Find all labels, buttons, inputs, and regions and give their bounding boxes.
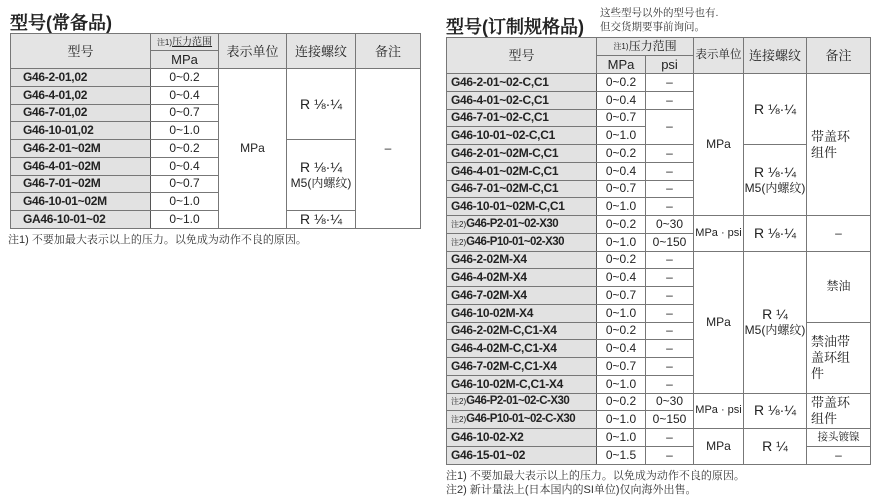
display-unit: MPa bbox=[694, 74, 744, 216]
standard-models-table bbox=[10, 33, 421, 229]
connection-thread bbox=[287, 69, 356, 140]
model-name: G46-2-01~02M-C,C1 bbox=[451, 145, 559, 160]
model-name: G46-P2-01~02-X30 bbox=[466, 217, 559, 230]
pressure-mpa: 0~0.7 bbox=[597, 109, 646, 127]
model-cell bbox=[11, 140, 151, 158]
pressure-mpa: 0~0.4 bbox=[597, 91, 646, 109]
pressure-psi: – bbox=[646, 446, 694, 464]
model-cell bbox=[447, 162, 597, 180]
connection-thread bbox=[744, 251, 807, 393]
remarks: 禁油带盖环组件 bbox=[807, 322, 871, 393]
connection-thread bbox=[744, 429, 807, 465]
model-cell bbox=[11, 104, 151, 122]
pressure-psi: – bbox=[646, 251, 694, 269]
display-unit: MPa bbox=[694, 251, 744, 393]
model-cell bbox=[447, 287, 597, 305]
table-row bbox=[447, 446, 871, 464]
model-name: G46-2-01,02 bbox=[23, 69, 88, 84]
thread-size: R ⅛·¼ bbox=[754, 402, 797, 419]
pressure-psi: 0~30 bbox=[646, 216, 694, 234]
thread-size: R ⅛·¼ bbox=[299, 210, 342, 227]
model-cell bbox=[447, 74, 597, 92]
pressure-mpa: 0~0.2 bbox=[597, 322, 646, 340]
model-name: G46-2-01~02-C,C1 bbox=[451, 74, 549, 89]
pressure-mpa: 0~0.7 bbox=[597, 180, 646, 198]
pressure-mpa: 0~0.4 bbox=[597, 162, 646, 180]
thread-alt: M5(内螺纹) bbox=[744, 180, 806, 195]
model-name: G46-10-01~02-C,C1 bbox=[451, 128, 555, 143]
pressure-mpa: 0~0.4 bbox=[151, 86, 219, 104]
model-cell bbox=[11, 69, 151, 87]
model-name: G46-P2-01~02-C-X30 bbox=[466, 395, 570, 408]
model-name: G46-7-01~02M-C,C1 bbox=[451, 181, 559, 196]
pressure-mpa: 0~1.0 bbox=[151, 211, 219, 229]
pressure-psi: – bbox=[646, 340, 694, 358]
note-mark: 注2) bbox=[451, 397, 467, 407]
remarks: 接头镀镍 bbox=[807, 429, 871, 447]
custom-models-block bbox=[446, 37, 871, 497]
table-row bbox=[447, 251, 871, 269]
remarks: – bbox=[807, 216, 871, 252]
thread-size: R ¼ bbox=[762, 437, 788, 454]
remarks: 带盖环组件 bbox=[807, 74, 871, 216]
pressure-psi: – bbox=[646, 198, 694, 216]
thread-size: R ⅛·¼ bbox=[754, 100, 797, 117]
model-cell bbox=[447, 446, 597, 464]
table-row bbox=[447, 393, 871, 411]
pressure-mpa: 0~0.7 bbox=[151, 175, 219, 193]
model-name: G46-2-02M-C,C1-X4 bbox=[451, 323, 557, 338]
pressure-mpa: 0~0.2 bbox=[597, 74, 646, 92]
table-row bbox=[447, 74, 871, 92]
model-name: G46-10-01~02M-C,C1 bbox=[451, 199, 565, 214]
model-cell bbox=[447, 216, 597, 234]
custom-models-subtitle: 这些型号以外的型号也有. 但交货期要事前询问。 bbox=[600, 7, 719, 33]
model-cell bbox=[447, 269, 597, 287]
pressure-mpa: 0~1.5 bbox=[597, 446, 646, 464]
header-pressure: $^{注1)}$压力范围 bbox=[597, 38, 694, 56]
pressure-mpa: 0~1.0 bbox=[597, 375, 646, 393]
model-cell bbox=[447, 233, 597, 251]
model-name: G46-7-01,02 bbox=[23, 105, 88, 120]
model-name: G46-10-01,02 bbox=[23, 123, 94, 138]
model-cell bbox=[447, 127, 597, 145]
thread-size: R ⅛·¼ bbox=[754, 224, 797, 241]
model-cell bbox=[447, 145, 597, 163]
pressure-psi: – bbox=[646, 304, 694, 322]
standard-models-block bbox=[10, 33, 421, 247]
pressure-psi: 0~150 bbox=[646, 233, 694, 251]
display-unit: MPa bbox=[219, 69, 287, 229]
connection-thread bbox=[287, 140, 356, 211]
pressure-psi: – bbox=[646, 375, 694, 393]
pressure-mpa: 0~1.0 bbox=[597, 411, 646, 429]
model-name: G46-4-01~02M-C,C1 bbox=[451, 163, 559, 178]
pressure-mpa: 0~1.0 bbox=[597, 233, 646, 251]
model-name: G46-P10-01~02-C-X30 bbox=[466, 413, 576, 426]
model-name: G46-7-02M-C,C1-X4 bbox=[451, 358, 557, 373]
pressure-psi: 0~150 bbox=[646, 411, 694, 429]
remarks: 带盖环组件 bbox=[807, 393, 871, 429]
pressure-mpa: 0~1.0 bbox=[151, 193, 219, 211]
footnote-1: 注1) 不要加最大表示以上的压力。以免成为动作不良的原因。 bbox=[446, 469, 745, 482]
model-cell bbox=[11, 122, 151, 140]
model-name: G46-7-02M-X4 bbox=[451, 287, 527, 302]
table-row bbox=[447, 322, 871, 340]
thread-size: R ⅛·¼ bbox=[754, 163, 797, 180]
connection-thread bbox=[744, 145, 807, 216]
model-name: G46-P10-01~02-X30 bbox=[466, 235, 565, 248]
remarks: – bbox=[807, 446, 871, 464]
model-cell bbox=[447, 198, 597, 216]
custom-models-table bbox=[446, 37, 871, 465]
model-cell bbox=[11, 175, 151, 193]
model-name: G46-2-02M-X4 bbox=[451, 252, 527, 267]
pressure-mpa: 0~0.2 bbox=[597, 251, 646, 269]
pressure-psi: – bbox=[646, 109, 694, 145]
pressure-mpa: 0~0.4 bbox=[597, 340, 646, 358]
model-cell bbox=[447, 393, 597, 411]
thread-size: R ⅛·¼ bbox=[299, 95, 342, 112]
header-psi: psi bbox=[646, 56, 694, 74]
header-thread: 连接螺纹 bbox=[287, 34, 356, 69]
header-model: 型号 bbox=[11, 34, 151, 69]
table-row bbox=[11, 69, 421, 87]
model-name: G46-15-01~02 bbox=[451, 447, 526, 462]
model-cell bbox=[447, 109, 597, 127]
header-pressure: $^{注1)}$压力范围 bbox=[151, 34, 219, 51]
pressure-mpa: 0~0.4 bbox=[597, 269, 646, 287]
pressure-psi: 0~30 bbox=[646, 393, 694, 411]
model-name: G46-4-01~02-C,C1 bbox=[451, 92, 549, 107]
model-cell bbox=[11, 86, 151, 104]
model-name: G46-7-01~02M bbox=[23, 176, 101, 191]
model-cell bbox=[11, 157, 151, 175]
model-name: G46-4-02M-X4 bbox=[451, 270, 527, 285]
pressure-mpa: 0~0.2 bbox=[597, 145, 646, 163]
note-mark: 注2) bbox=[451, 237, 467, 247]
header-mpa: MPa bbox=[151, 51, 219, 69]
remarks: – bbox=[356, 69, 421, 229]
model-cell bbox=[447, 358, 597, 376]
pressure-mpa: 0~1.0 bbox=[597, 429, 646, 447]
model-cell bbox=[447, 411, 597, 429]
model-cell bbox=[447, 180, 597, 198]
pressure-psi: – bbox=[646, 358, 694, 376]
model-cell bbox=[447, 375, 597, 393]
model-cell bbox=[447, 91, 597, 109]
model-cell bbox=[447, 322, 597, 340]
remarks: 禁油 bbox=[807, 251, 871, 322]
model-name: G46-10-02M-C,C1-X4 bbox=[451, 376, 563, 391]
pressure-mpa: 0~0.2 bbox=[597, 216, 646, 234]
model-cell bbox=[447, 429, 597, 447]
model-name: GA46-10-01~02 bbox=[23, 211, 106, 226]
pressure-psi: – bbox=[646, 429, 694, 447]
thread-alt: M5(内螺纹) bbox=[290, 175, 352, 190]
pressure-mpa: 0~0.7 bbox=[597, 287, 646, 305]
header-thread: 连接螺纹 bbox=[744, 38, 807, 74]
footnote-1: 注1) 不要加最大表示以上的压力。以免成为动作不良的原因。 bbox=[8, 233, 307, 246]
connection-thread bbox=[744, 74, 807, 145]
standard-models-title: 型号(常备品) bbox=[10, 13, 112, 33]
connection-thread bbox=[744, 393, 807, 429]
table-row bbox=[447, 429, 871, 447]
thread-alt: M5(内螺纹) bbox=[744, 322, 806, 337]
pressure-psi: – bbox=[646, 145, 694, 163]
display-unit: MPa · psi bbox=[694, 216, 744, 252]
thread-size: R ¼ bbox=[762, 305, 788, 322]
connection-thread bbox=[744, 216, 807, 252]
table-row bbox=[447, 216, 871, 234]
pressure-psi: – bbox=[646, 74, 694, 92]
model-name: G46-10-02-X2 bbox=[451, 429, 524, 444]
pressure-mpa: 0~0.4 bbox=[151, 157, 219, 175]
header-model: 型号 bbox=[447, 38, 597, 74]
model-cell bbox=[11, 211, 151, 229]
pressure-psi: – bbox=[646, 287, 694, 305]
model-name: G46-4-01,02 bbox=[23, 87, 88, 102]
pressure-psi: – bbox=[646, 180, 694, 198]
header-note: 备注 bbox=[807, 38, 871, 74]
pressure-mpa: 0~0.2 bbox=[151, 140, 219, 158]
header-unit: 表示单位 bbox=[694, 38, 744, 74]
pressure-mpa: 0~1.0 bbox=[597, 127, 646, 145]
connection-thread bbox=[287, 211, 356, 229]
note-mark: 注2) bbox=[451, 415, 467, 425]
model-name: G46-4-02M-C,C1-X4 bbox=[451, 341, 557, 356]
custom-models-title: 型号(订制规格品) bbox=[446, 17, 584, 37]
header-unit: 表示单位 bbox=[219, 34, 287, 69]
display-unit: MPa · psi bbox=[694, 393, 744, 429]
pressure-mpa: 0~0.2 bbox=[151, 69, 219, 87]
pressure-mpa: 0~0.2 bbox=[597, 393, 646, 411]
pressure-psi: – bbox=[646, 91, 694, 109]
model-name: G46-4-01~02M bbox=[23, 158, 101, 173]
pressure-mpa: 0~0.7 bbox=[597, 358, 646, 376]
pressure-psi: – bbox=[646, 162, 694, 180]
note-mark: 注2) bbox=[451, 219, 467, 229]
model-cell bbox=[447, 251, 597, 269]
model-cell bbox=[11, 193, 151, 211]
pressure-mpa: 0~1.0 bbox=[597, 198, 646, 216]
header-note: 备注 bbox=[356, 34, 421, 69]
pressure-psi: – bbox=[646, 322, 694, 340]
thread-size: R ⅛·¼ bbox=[299, 158, 342, 175]
model-cell bbox=[447, 340, 597, 358]
display-unit: MPa bbox=[694, 429, 744, 465]
pressure-mpa: 0~0.7 bbox=[151, 104, 219, 122]
model-name: G46-7-01~02-C,C1 bbox=[451, 110, 549, 125]
model-name: G46-10-02M-X4 bbox=[451, 305, 534, 320]
model-cell bbox=[447, 304, 597, 322]
header-mpa: MPa bbox=[597, 56, 646, 74]
model-name: G46-10-01~02M bbox=[23, 194, 107, 209]
pressure-mpa: 0~1.0 bbox=[597, 304, 646, 322]
pressure-psi: – bbox=[646, 269, 694, 287]
pressure-mpa: 0~1.0 bbox=[151, 122, 219, 140]
model-name: G46-2-01~02M bbox=[23, 140, 101, 155]
footnote-2: 注2) 新计量法上(日本国内的SI单位)仅向海外出售。 bbox=[446, 483, 697, 496]
